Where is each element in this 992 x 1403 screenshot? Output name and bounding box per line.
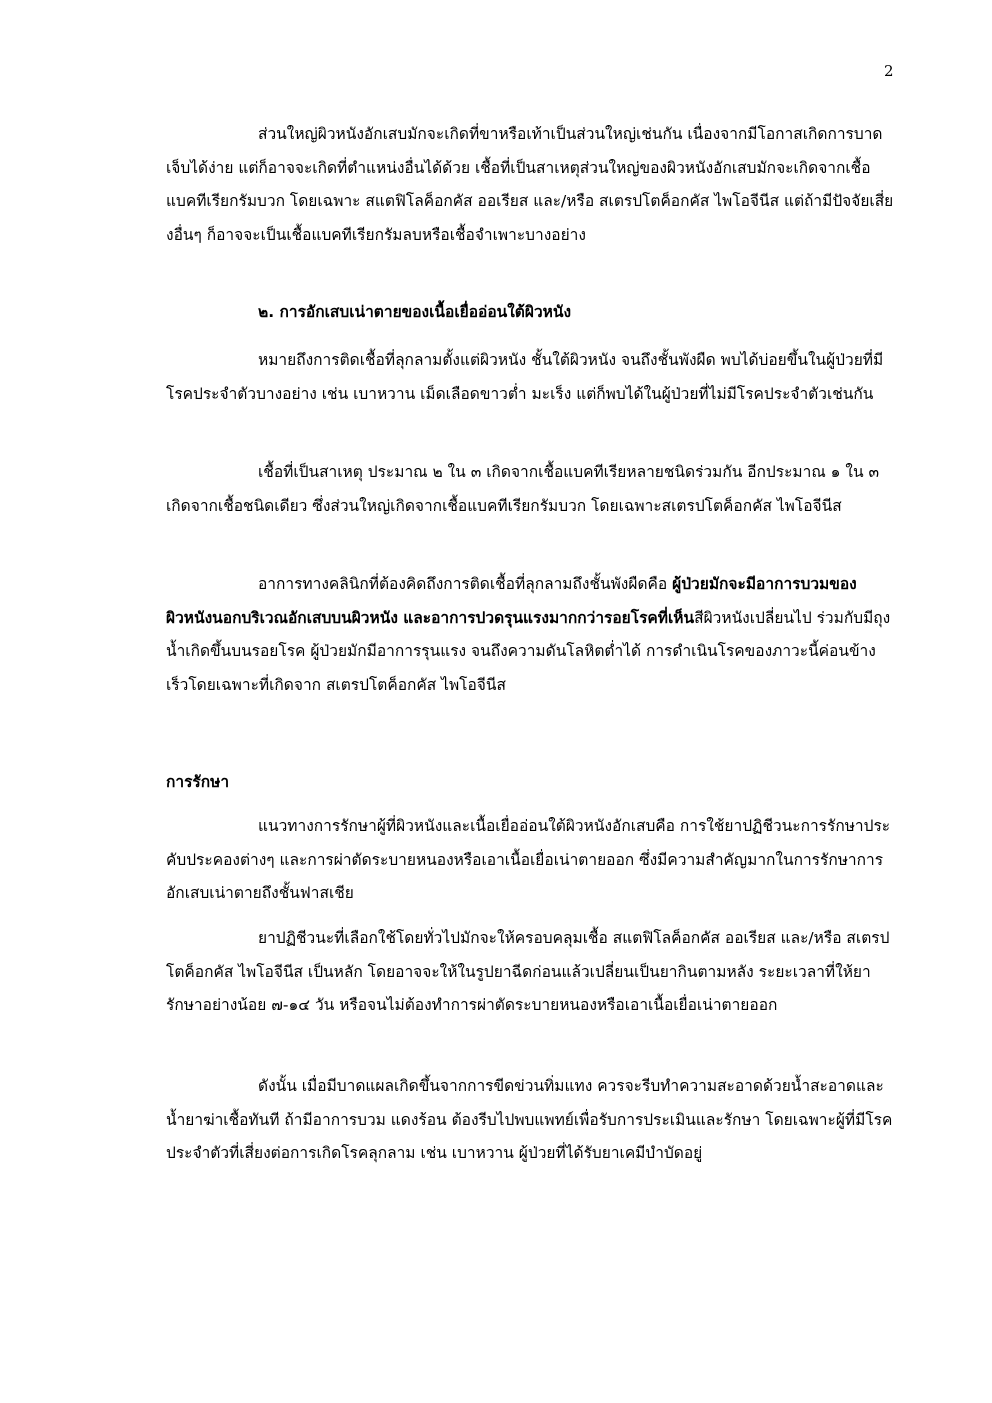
paragraph-treatment-approach: แนวทางการรักษาผู้ที่ผิวหนังและเนื้อเยื่ออ่อนใต้ผิวหนังอักเสบคือ การใช้ยาปฏิชีวนะการรักษาประคับประคองต่างๆ และการผ่าตัดระบายหนองหรือเอาเนื้อเยื่อเน่าตายออก ซึ่งมีความสำคัญมากในการรักษาการอักเสบเน่าตายถึงชั้นฟาสเชีย <box>166 817 891 902</box>
paragraph-wound-care-advice: ดังนั้น เมื่อมีบาดแผลเกิดขึ้นจากการขีดข่วนทิ่มแทง ควรจะรีบทำความสะอาดด้วยน้ำสะอาดและน้ำยาฆ่าเชื้อทันที ถ้ามีอาการบวม แดงร้อน ต้องรีบไปพบแพทย์เพื่อรับการประเมินและรักษา โดยเฉพาะผู้ที่มีโรคประจำตัวที่เสี่ยงต่อการเกิดโรคลุกลาม เช่น เบาหวาน ผู้ป่วยที่ได้รับยาเคมีบำบัดอยู่ <box>166 1077 893 1162</box>
clinical-signs-emphasis: ผู้ป่วยมักจะมีอาการบวมของผิวหนังนอกบริเวณอักเสบบนผิวหนัง และอาการปวดรุนแรงมากกว่ารอยโรคที่เห็น <box>166 575 857 627</box>
section-heading-necrotizing: ๒. การอักเสบเน่าตายของเนื้อเยื่ออ่อนใต้ผิวหนัง <box>258 303 572 321</box>
page-number: 2 <box>884 62 894 80</box>
paragraph-antibiotics: ยาปฏิชีวนะที่เลือกใช้โดยทั่วไปมักจะให้ครอบคลุมเชื้อ สแตฟิโลค็อกคัส ออเรียส และ/หรือ สเตรปโตค็อกคัส ไพโอจีนีส เป็นหลัก โดยอาจจะให้ในรูปยาฉีดก่อนแล้วเปลี่ยนเป็นยากินตามหลัง ระยะเวลาที่ให้ยารักษาอย่างน้อย ๗-๑๔ วัน หรือจนไม่ต้องทำการผ่าตัดระบายหนองหรือเอาเนื้อเยื่อเน่าตายออก <box>166 929 890 1014</box>
clinical-signs-rest: สีผิวหนังเปลี่ยนไป ร่วมกับมีถุงน้ำเกิดขึ้นบนรอยโรค ผู้ป่วยมักมีอาการรุนแรง จนถึงความดันโลหิตต่ำได้ การดำเนินโรคของภาวะนี้ค่อนข้างเร็วโดยเฉพาะที่เกิดจาก สเตรปโตค็อกคัส ไพโอจีนีส <box>166 608 891 694</box>
paragraph-necrotizing-definition: หมายถึงการติดเชื้อที่ลุกลามตั้งแต่ผิวหนัง ชั้นใต้ผิวหนัง จนถึงชั้นพังผืด พบได้บ่อยขึ้นในผู้ป่วยที่มีโรคประจำตัวบางอย่าง เช่น เบาหวาน เม็ดเลือดขาวต่ำ มะเร็ง แต่ก็พบได้ในผู้ป่วยที่ไม่มีโรคประจำตัวเช่นกัน <box>166 351 884 403</box>
paragraph-causative-organisms: เชื้อที่เป็นสาเหตุ ประมาณ ๒ ใน ๓ เกิดจากเชื้อแบคทีเรียหลายชนิดร่วมกัน อีกประมาณ ๑ ใน ๓ เกิดจากเชื้อชนิดเดียว ซึ่งส่วนใหญ่เกิดจากเชื้อแบคทีเรียกรัมบวก โดยเฉพาะสเตรปโตค็อกคัส ไพโอจีนีส <box>166 463 880 515</box>
clinical-signs-intro: อาการทางคลินิกที่ต้องคิดถึงการติดเชื้อที่ลุกลามถึงชั้นพังผืดคือ <box>258 575 673 593</box>
section-heading-treatment: การรักษา <box>166 773 230 791</box>
paragraph-cellulitis-location: ส่วนใหญ่ผิวหนังอักเสบมักจะเกิดที่ขาหรือเท้าเป็นส่วนใหญ่เช่นกัน เนื่องจากมีโอกาสเกิดการบาดเจ็บได้ง่าย แต่ก็อาจจะเกิดที่ตำแหน่งอื่นได้ด้วย เชื้อที่เป็นสาเหตุส่วนใหญ่ของผิวหนังอักเสบมักจะเกิดจากเชื้อแบคทีเรียกรัมบวก โดยเฉพาะ สแตฟิโลค็อกคัส ออเรียส และ/หรือ สเตรปโตค็อกคัส ไพโอจีนีส แต่ถ้ามีปัจจัยเสี่ยงอื่นๆ ก็อาจจะเป็นเชื้อแบคทีเรียกรัมลบหรือเชื้อจำเพาะบางอย่าง <box>166 125 894 244</box>
paragraph-clinical-signs <box>166 568 896 702</box>
